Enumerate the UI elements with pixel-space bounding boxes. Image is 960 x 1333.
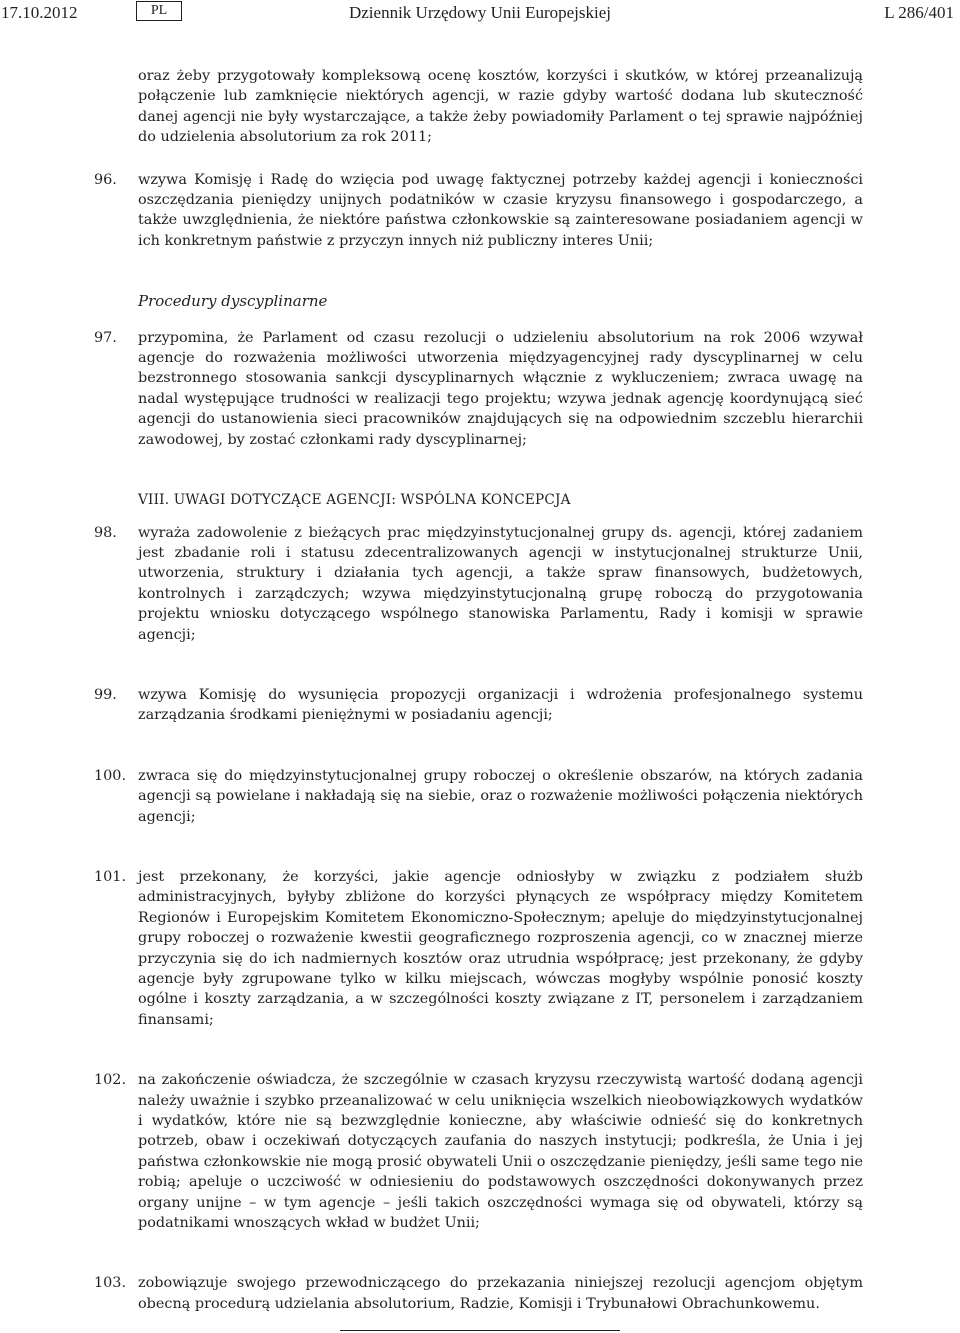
paragraph-number: 97. xyxy=(94,329,117,346)
document-body xyxy=(94,66,863,1314)
paragraph-text: na zakończenie oświadcza, że szczególnie w czasach kryzysu rzeczywistą wartość dodaną agencji należy uważnie i szybko przeanalizować w celu uniknięcia wszelkich nieobowiązkowych wydatków i wydatków, które nie są bezwzględnie konieczne, aby właściwie odnieść się do konkretnych potrzeb, obaw i oczekiwań dotyczących zaufania do naszych instytucji; podkreśla, że Unia i jej państwa członkowskie nie mogą prosić obywateli Unii o oszczędzanie pieniędzy, jeśli same tego nie robią; apeluje o uczciwość w odniesieniu do podstawowych oszczędności dokonywanych przez organy unijne – w tym agencje – jeśli takich oszczędności wymaga się od obywateli, którzy są podatnikami wnoszących wkład w budżet Unii; xyxy=(138,1072,863,1232)
publication-date: 17.10.2012 xyxy=(1,3,78,22)
paragraph-number: 99. xyxy=(94,686,117,703)
paragraph-number: 98. xyxy=(94,524,117,541)
paragraph-number: 100. xyxy=(94,767,127,784)
paragraph-number: 96. xyxy=(94,171,117,188)
paragraph-97 xyxy=(94,328,863,450)
paragraph-102 xyxy=(94,1070,863,1233)
paragraph-text: przypomina, że Parlament od czasu rezolucji o udzieleniu absolutorium na rok 2006 wzywał agencje do rozważenia możliwości utworzenia międzyagencyjnej rady dyscyplinarnej w celu bezstronnego stosowania sankcji dyscyplinarnych włącznie z wykluczeniem; zwraca uwagę na nadal występujące trudności w realizacji tego projektu; wzywa jednak agencję koordynującą sieć agencji do ustanowienia sieci pracowników znajdujących się na odpowiednim szczeblu hierarchii zawodowej, by zostać członkami rady dyscyplinarnej; xyxy=(138,329,863,448)
paragraph-text: zwraca się do międzyinstytucjonalnej grupy roboczej o określenie obszarów, na których zadania agencji są powielane i nakładają się na siebie, oraz o rozważenie możliwości połączenia niektórych agencji; xyxy=(138,767,863,825)
footer-rule xyxy=(340,1330,620,1331)
page-header xyxy=(0,2,960,28)
paragraph-96 xyxy=(94,170,863,252)
paragraph-99 xyxy=(94,685,863,726)
paragraph-number: 101. xyxy=(94,868,127,885)
intro-paragraph: oraz żeby przygotowały kompleksową ocenę kosztów, korzyści i skutków, w której przeanalizują połączenie lub zamknięcie niektórych agencji, w razie gdyby wartość dodana lub skuteczność danej agencji nie były wystarczające, a także żeby powiadomiły Parlament o tej sprawie najpóźniej do udzielenia absolutorium za rok 2011; xyxy=(138,68,863,146)
section-heading-viii: VIII. UWAGI DOTYCZĄCE AGENCJI: WSPÓLNA KONCEPCJA xyxy=(138,492,571,509)
subheading-procedures: Procedury dyscyplinarne xyxy=(138,292,328,311)
paragraph-text: zobowiązuje swojego przewodniczącego do przekazania niniejszej rezolucji agencjom objętym obecną procedurą udzielania absolutorium, Radzie, Komisji i Trybunałowi Obrachunkowemu. xyxy=(138,1275,863,1312)
language-badge: PL xyxy=(136,1,182,21)
journal-title: Dziennik Urzędowy Unii Europejskiej xyxy=(348,3,611,22)
paragraph-number: 102. xyxy=(94,1072,127,1089)
paragraph-98 xyxy=(94,523,863,645)
page-reference: L 286/401 xyxy=(884,3,954,22)
paragraph-101 xyxy=(94,867,863,1030)
paragraph-100 xyxy=(94,766,863,827)
paragraph-text: wyraża zadowolenie z bieżących prac międzyinstytucjonalnej grupy ds. agencji, której zadaniem jest zbadanie roli i statusu zdecentralizowanych agencji w instytucjonalnej strukturze Unii, utworzenia, struktury i działania tych agencji, a także spraw finansowych, budżetowych, kontrolnych i zarządczych; wzywa międzyinstytucjonalną grupę roboczą do przygotowania projektu wniosku dotyczącego wspólnego stanowiska Parlamentu, Rady i komisji w sprawie agencji; xyxy=(138,524,863,643)
paragraph-text: jest przekonany, że korzyści, jakie agencje odniosłyby w związku z podziałem służb administracyjnych, byłyby zbliżone do korzyści płynących ze współpracy między Komitetem Regionów i Europejskim Komitetem Ekonomiczno-Społecznym; apeluje do międzyinstytucjonalnej grupy roboczej o rozważenie kwestii geograficznego rozproszenia agencji, co w znacznej mierze przyczynia się do ich nadmiernych kosztów oraz utrudnia współpracę; jest przekonany, że gdyby agencje były zgrupowane tylko w kilku miejscach, wówczas mogłyby wspólnie ponosić koszty ogólne i koszty zarządzania, a w szczególności koszty związane z IT, personelem i zarządzaniem finansami; xyxy=(138,868,863,1028)
paragraph-number: 103. xyxy=(94,1275,127,1292)
paragraph-text: wzywa Komisję do wysunięcia propozycji organizacji i wdrożenia profesjonalnego systemu zarządzania środkami pieniężnymi w posiadaniu agencji; xyxy=(138,686,863,724)
paragraph-text: wzywa Komisję i Radę do wzięcia pod uwagę faktycznej potrzeby każdej agencji i konieczności oszczędzania pieniędzy unijnych podatników w czasie kryzysu finansowego i gospodarczego, a także uwzględnienia, że niektóre państwa członkowskie są zainteresowane posiadaniem agencji w ich konkretnym państwie z przyczyn innych niż publiczny interes Unii; xyxy=(138,171,863,249)
paragraph-103 xyxy=(94,1273,863,1314)
